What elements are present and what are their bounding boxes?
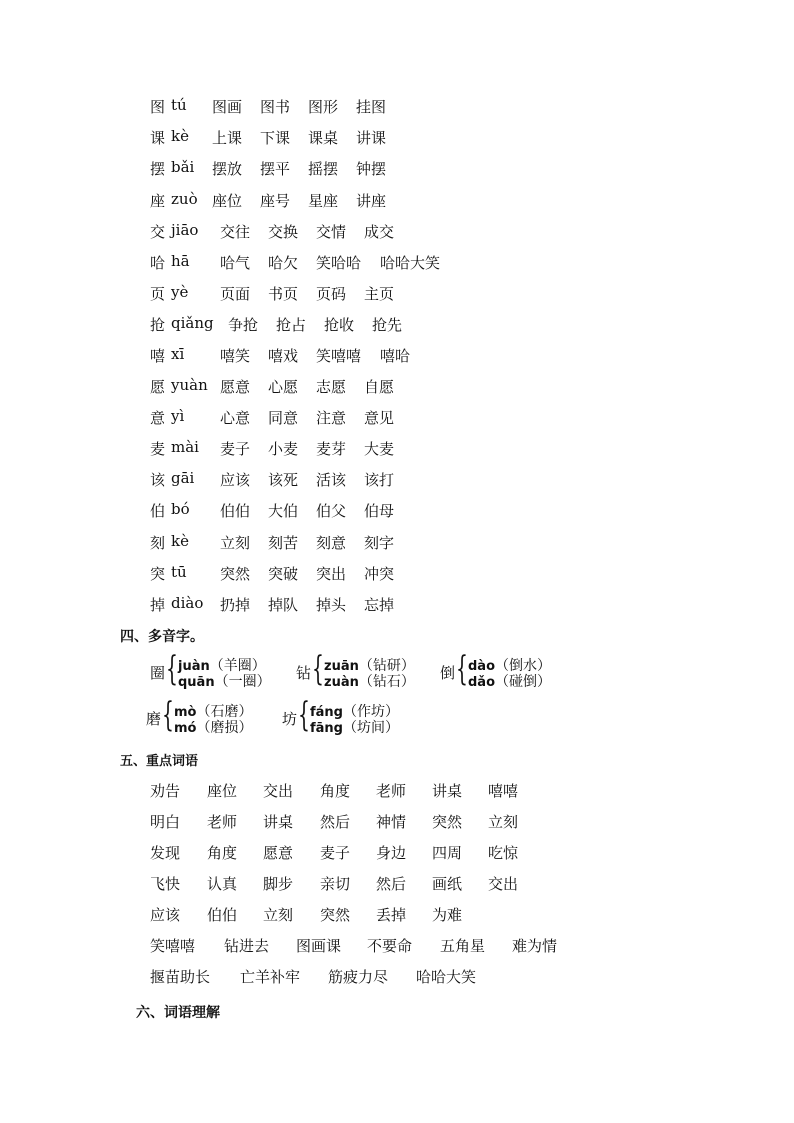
word: 嘻戏 [268, 347, 299, 365]
word: 哈哈大笑 [380, 254, 441, 272]
pinyin: tū [171, 563, 187, 581]
word: 星座 [308, 192, 339, 210]
reading-pinyin: dào [468, 659, 496, 674]
word: 愿意 [220, 378, 251, 396]
word: 伯母 [364, 502, 395, 520]
word: 该打 [364, 471, 395, 489]
word: 交情 [316, 223, 347, 241]
vocab-word: 讲桌 [432, 782, 463, 800]
word: 页码 [316, 285, 347, 303]
vocab-word: 突然 [320, 906, 351, 924]
char: 意 [150, 409, 166, 427]
word: 麦芽 [316, 440, 347, 458]
word: 突出 [316, 565, 347, 583]
pinyin: tú [171, 96, 187, 114]
char: 突 [150, 565, 166, 583]
word: 讲课 [356, 129, 387, 147]
word: 大麦 [364, 440, 395, 458]
vocab-word: 角度 [207, 844, 238, 862]
brace: { [298, 695, 310, 735]
poly-char: 圈 [150, 664, 166, 682]
section-title-polyphones: 四、多音字。 [120, 629, 204, 645]
char: 交 [150, 223, 166, 241]
word: 挂图 [356, 98, 387, 116]
word: 伯伯 [220, 502, 251, 520]
char: 图 [150, 98, 166, 116]
pinyin: qiǎng [171, 314, 214, 332]
word: 上课 [212, 129, 243, 147]
word: 成交 [364, 223, 395, 241]
reading-2 [174, 717, 252, 737]
word: 忘掉 [364, 596, 395, 614]
pinyin: kè [171, 532, 189, 550]
vocab-word: 伯伯 [207, 906, 238, 924]
pinyin: zuò [171, 190, 198, 208]
vocab-word: 画纸 [432, 875, 463, 893]
pinyin: yì [171, 407, 185, 425]
reading-2 [468, 671, 551, 691]
pinyin: xī [171, 345, 185, 363]
char: 抢 [150, 316, 166, 334]
vocab-word: 笑嘻嘻 [150, 937, 196, 955]
pinyin: kè [171, 127, 189, 145]
vocab-word: 麦子 [320, 844, 351, 862]
pinyin: mài [171, 438, 199, 456]
char: 掉 [150, 596, 166, 614]
word: 应该 [220, 471, 251, 489]
pinyin: hā [171, 252, 190, 270]
vocab-word: 丢掉 [376, 906, 407, 924]
vocab-word: 交出 [488, 875, 519, 893]
poly-char: 坊 [282, 710, 298, 728]
char: 摆 [150, 160, 166, 178]
vocab-word: 愿意 [263, 844, 294, 862]
poly-char: 磨 [146, 710, 162, 728]
reading-example: （一圈） [214, 674, 271, 690]
word: 伯父 [316, 502, 347, 520]
reading-pinyin: mó [174, 721, 197, 736]
vocab-word: 为难 [432, 906, 463, 924]
word: 掉队 [268, 596, 299, 614]
word: 课桌 [308, 129, 339, 147]
word: 冲突 [364, 565, 395, 583]
reading-pinyin: dǎo [468, 675, 496, 690]
pinyin: bó [171, 500, 190, 518]
word: 座位 [212, 192, 243, 210]
vocab-word: 筋疲力尽 [328, 968, 389, 986]
vocab-word: 然后 [376, 875, 407, 893]
reading-2 [324, 671, 415, 691]
pinyin: bǎi [171, 158, 195, 176]
vocab-word: 突然 [432, 813, 463, 831]
poly-char: 倒 [440, 664, 456, 682]
vocab-word: 嘻嘻 [488, 782, 519, 800]
reading-example: （钻研） [358, 658, 415, 674]
vocab-word: 不要命 [367, 937, 413, 955]
section-title-key-words: 五、重点词语 [120, 754, 199, 769]
reading-2 [310, 717, 399, 737]
reading-2 [178, 671, 271, 691]
vocab-word: 脚步 [263, 875, 294, 893]
brace: { [456, 649, 468, 689]
vocab-word: 立刻 [263, 906, 294, 924]
char: 页 [150, 285, 166, 303]
word: 麦子 [220, 440, 251, 458]
reading-example: （磨损） [196, 720, 253, 736]
reading-pinyin: mò [174, 705, 197, 720]
word: 掉头 [316, 596, 347, 614]
char: 愿 [150, 378, 166, 396]
reading-example: （碰倒） [495, 674, 552, 690]
word: 抢先 [372, 316, 403, 334]
word: 书页 [268, 285, 299, 303]
char: 该 [150, 471, 166, 489]
char: 课 [150, 129, 166, 147]
word: 扔掉 [220, 596, 251, 614]
vocab-word: 神情 [376, 813, 407, 831]
pinyin: yuàn [171, 376, 208, 394]
word: 同意 [268, 409, 299, 427]
brace: { [166, 649, 178, 689]
reading-example: （作坊） [343, 704, 399, 720]
reading-example: （钻石） [358, 674, 415, 690]
word: 图形 [308, 98, 339, 116]
char: 嘻 [150, 347, 166, 365]
word: 突然 [220, 565, 251, 583]
word: 钟摆 [356, 160, 387, 178]
vocab-word: 钻进去 [224, 937, 270, 955]
vocab-word: 劝告 [150, 782, 181, 800]
char: 刻 [150, 534, 166, 552]
reading-pinyin: zuān [324, 659, 359, 674]
char: 哈 [150, 254, 166, 272]
word: 抢收 [324, 316, 355, 334]
section-title-word-understanding: 六、词语理解 [136, 1005, 220, 1021]
reading-pinyin: fáng [310, 705, 343, 720]
vocab-word: 老师 [376, 782, 407, 800]
pinyin: gāi [171, 469, 195, 487]
vocab-word: 难为情 [512, 937, 558, 955]
word: 心愿 [268, 378, 299, 396]
word: 哈气 [220, 254, 251, 272]
word: 笑哈哈 [316, 254, 362, 272]
word: 争抢 [228, 316, 259, 334]
vocab-word: 座位 [207, 782, 238, 800]
word: 心意 [220, 409, 251, 427]
vocab-word: 吃惊 [488, 844, 519, 862]
vocab-word: 老师 [207, 813, 238, 831]
reading-example: （倒水） [495, 658, 552, 674]
vocab-word: 明白 [150, 813, 181, 831]
vocab-word: 飞快 [150, 875, 181, 893]
word: 该死 [268, 471, 299, 489]
word: 交往 [220, 223, 251, 241]
reading-pinyin: juàn [178, 659, 210, 674]
vocab-word: 角度 [320, 782, 351, 800]
word: 自愿 [364, 378, 395, 396]
reading-example: （石磨） [196, 704, 253, 720]
vocab-word: 然后 [320, 813, 351, 831]
vocab-word: 讲桌 [263, 813, 294, 831]
word: 交换 [268, 223, 299, 241]
word: 笑嘻嘻 [316, 347, 362, 365]
word: 大伯 [268, 502, 299, 520]
pinyin: diào [171, 594, 204, 612]
word: 注意 [316, 409, 347, 427]
vocab-word: 图画课 [296, 937, 342, 955]
word: 小麦 [268, 440, 299, 458]
word: 座号 [260, 192, 291, 210]
poly-char: 钻 [296, 664, 312, 682]
char: 伯 [150, 502, 166, 520]
word: 突破 [268, 565, 299, 583]
word: 讲座 [356, 192, 387, 210]
vocab-word: 四周 [432, 844, 463, 862]
reading-example: （羊圈） [209, 658, 266, 674]
brace: { [162, 695, 174, 735]
vocab-word: 身边 [376, 844, 407, 862]
vocab-word: 认真 [207, 875, 238, 893]
word: 意见 [364, 409, 395, 427]
vocab-word: 揠苗助长 [150, 968, 211, 986]
char: 座 [150, 192, 166, 210]
pinyin: jiāo [171, 221, 199, 239]
vocab-word: 哈哈大笑 [416, 968, 477, 986]
word: 摆平 [260, 160, 291, 178]
word: 图书 [260, 98, 291, 116]
pinyin: yè [171, 283, 189, 301]
vocab-word: 亡羊补牢 [240, 968, 301, 986]
word: 嘻哈 [380, 347, 411, 365]
word: 图画 [212, 98, 243, 116]
word: 主页 [364, 285, 395, 303]
brace: { [312, 649, 324, 689]
word: 刻意 [316, 534, 347, 552]
word: 嘻笑 [220, 347, 251, 365]
word: 立刻 [220, 534, 251, 552]
vocab-word: 亲切 [320, 875, 351, 893]
word: 抢占 [276, 316, 307, 334]
word: 下课 [260, 129, 291, 147]
word: 志愿 [316, 378, 347, 396]
vocab-word: 立刻 [488, 813, 519, 831]
vocab-word: 发现 [150, 844, 181, 862]
word: 刻字 [364, 534, 395, 552]
word: 摇摆 [308, 160, 339, 178]
vocab-word: 应该 [150, 906, 181, 924]
reading-pinyin: fāng [310, 721, 343, 736]
vocab-word: 交出 [263, 782, 294, 800]
reading-pinyin: quān [178, 675, 215, 690]
reading-example: （坊间） [343, 720, 399, 736]
word: 页面 [220, 285, 251, 303]
word: 活该 [316, 471, 347, 489]
reading-pinyin: zuàn [324, 675, 359, 690]
vocab-word: 五角星 [440, 937, 486, 955]
char: 麦 [150, 440, 166, 458]
word: 摆放 [212, 160, 243, 178]
word: 哈欠 [268, 254, 299, 272]
word: 刻苦 [268, 534, 299, 552]
